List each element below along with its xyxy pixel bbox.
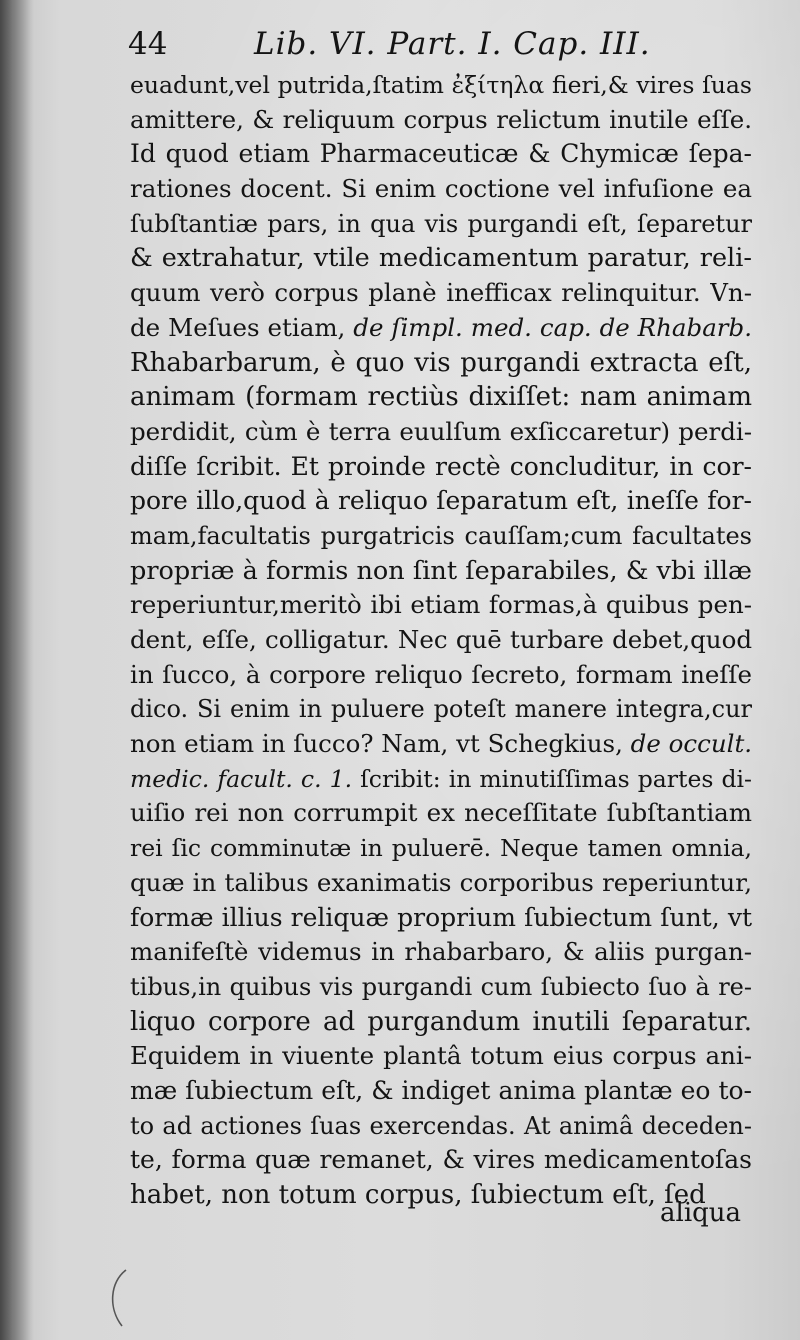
page-number: 44: [128, 26, 168, 62]
text-line: [130, 241, 752, 276]
text-line: [130, 450, 752, 485]
italic-citation: de ſimpl. med. cap. de Rhabarb.: [353, 312, 752, 342]
margin-pen-mark: [104, 1268, 134, 1328]
text-line: [130, 727, 752, 762]
text-line: [130, 1074, 752, 1109]
text-line: [130, 623, 752, 658]
text-segment: habet, non totum corpus, ſubiectum eſt, ſed: [130, 1180, 706, 1210]
text-line: [130, 207, 752, 242]
text-line: [130, 935, 752, 970]
text-segment: quæ in talibus exanimatis corporibus reperiuntur,: [130, 867, 752, 897]
text-segment: formæ illius reliquæ proprium ſubiectum ſunt, vt: [130, 902, 752, 932]
text-segment: mam,facultatis purgatricis cauſſam;cum facultates: [130, 521, 752, 550]
body-text: [130, 68, 752, 1213]
text-line: [130, 415, 752, 450]
text-line: [130, 1039, 752, 1074]
text-line: [130, 866, 752, 901]
text-segment: non etiam in ſucco? Nam, vt Schegkius,: [130, 729, 631, 759]
text-line: [130, 831, 752, 866]
running-title: Lib. VI. Part. I. Cap. III.: [254, 26, 651, 62]
text-line: [130, 796, 752, 831]
text-line: [130, 380, 752, 415]
text-segment: euadunt,vel putrida,ſtatim ἐξίτηλα fieri,& vires ſuas: [130, 71, 752, 99]
text-line: [130, 172, 752, 207]
text-segment: quum verò corpus planè inefficax relinquitur. Vn-: [130, 278, 752, 308]
text-line: [130, 1178, 752, 1213]
text-segment: to ad actiones ſuas exercendas. At animâ deceden-: [130, 1111, 752, 1140]
text-line: [130, 1109, 752, 1144]
text-segment: Id quod etiam Pharmaceuticæ & Chymicæ ſepa-: [130, 139, 752, 169]
text-line: [130, 68, 752, 103]
text-segment: propriæ à formis non ſint ſeparabiles, & vbi illæ: [130, 555, 752, 586]
text-segment: perdidit, cùm è terra euulſum exſiccaretur) perdi-: [130, 416, 752, 446]
text-line: [130, 588, 752, 623]
text-segment: mæ ſubiectum eſt, & indiget anima plantæ eo to-: [130, 1075, 752, 1105]
text-segment: in ſucco, à corpore reliquo ſecreto, formam ineſſe: [130, 659, 752, 689]
text-segment: amittere, & reliquum corpus relictum inutile eſſe.: [130, 104, 752, 134]
text-segment: & extrahatur, vtile medicamentum paratur, reli-: [130, 243, 752, 274]
gutter-shadow: [0, 0, 34, 1340]
text-line: [130, 484, 752, 519]
text-line: [130, 970, 752, 1005]
text-line: [130, 762, 752, 797]
text-segment: reperiuntur,meritò ibi etiam formas,à quibus pen-: [130, 590, 752, 620]
text-segment: ſcribit: in minutiſſimas partes di-: [352, 764, 752, 793]
text-segment: animam (formam rectiùs dixiſſet: nam animam: [130, 382, 752, 413]
text-line: [130, 658, 752, 693]
running-head: [128, 22, 748, 66]
text-line: [130, 276, 752, 311]
text-segment: pore illo,quod à reliquo ſeparatum eſt, ineſſe for-: [130, 486, 752, 516]
text-segment: uiſio rei non corrumpit ex neceſſitate ſubſtantiam: [130, 798, 752, 828]
text-segment: ſubſtantiæ pars, in qua vis purgandi eſt, ſeparetur: [130, 209, 752, 238]
text-line: [130, 692, 752, 727]
text-line: [130, 901, 752, 936]
text-segment: Equidem in viuente plantâ totum eius corpus ani-: [130, 1041, 752, 1071]
text-segment: te, forma quæ remanet, & vires medicamentoſas: [130, 1145, 752, 1175]
text-segment: manifeſtè videmus in rhabarbaro, & aliis purgan-: [130, 937, 752, 967]
text-segment: Rhabarbarum, è quo vis purgandi extracta eſt,: [130, 347, 752, 378]
catchword: aliqua: [660, 1198, 742, 1228]
text-line: [130, 346, 752, 381]
italic-citation: de occult.: [630, 729, 753, 759]
text-segment: diſſe ſcribit. Et proinde rectè concluditur, in cor-: [130, 451, 752, 481]
text-line: [130, 311, 752, 346]
text-line: [130, 1005, 752, 1040]
text-segment: tibus,in quibus vis purgandi cum ſubiecto ſuo à re-: [130, 972, 752, 1001]
text-line: [130, 1143, 752, 1178]
text-line: [130, 519, 752, 554]
text-segment: dent, eſſe, colligatur. Nec quē turbare debet,quod: [130, 625, 752, 654]
text-line: [130, 137, 752, 172]
text-segment: rationes docent. Si enim coctione vel infuſione ea: [130, 174, 752, 204]
text-line: [130, 554, 752, 589]
text-segment: de Meſues etiam,: [130, 312, 354, 342]
text-segment: liquo corpore ad purgandum inutili ſeparatur.: [130, 1006, 752, 1037]
text-segment: dico. Si enim in puluere poteſt manere integra,cur: [130, 695, 752, 724]
text-line: [130, 103, 752, 138]
text-segment: rei ſic comminutæ in puluerē. Neque tamen omnia,: [130, 834, 752, 863]
italic-citation: medic. facult. c. 1.: [130, 764, 353, 793]
